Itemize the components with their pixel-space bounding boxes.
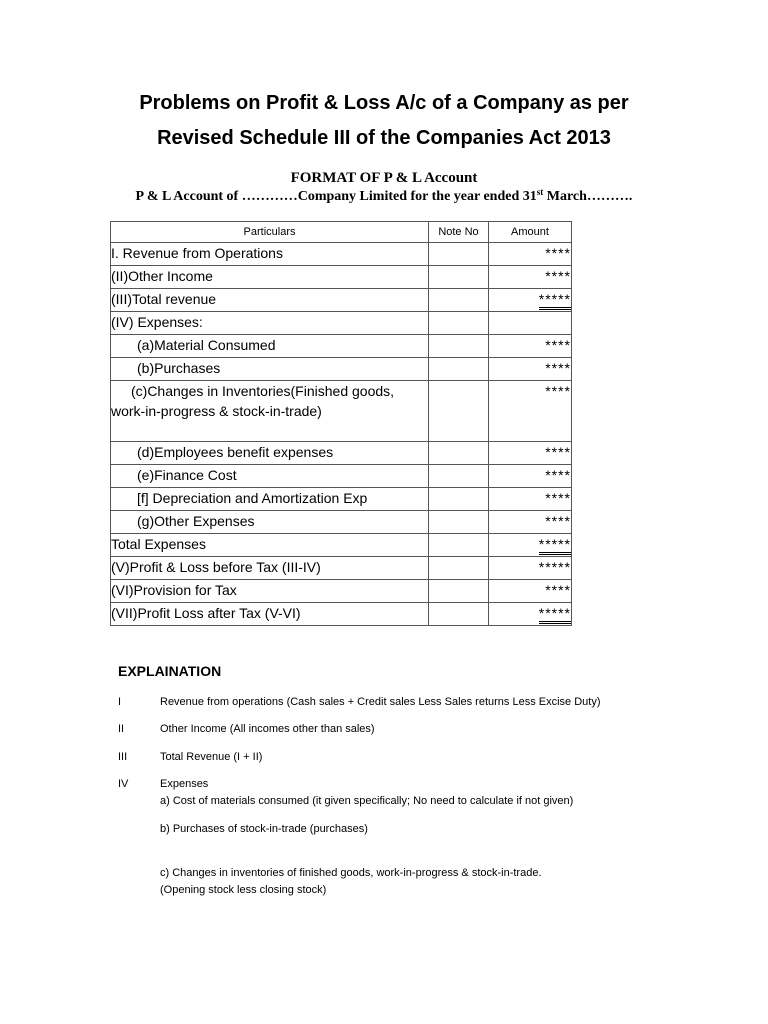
table-row [111,358,572,381]
row-amount [489,534,572,557]
table-row [111,557,572,580]
row-note [429,603,489,626]
row-particular-line-1: (c)Changes in Inventories(Finished goods, [131,383,395,399]
row-particular: (e)Finance Cost [111,465,429,488]
row-note [429,243,489,266]
row-note [429,534,489,557]
table-row [111,243,572,266]
row-note [429,557,489,580]
row-particular: (a)Material Consumed [111,335,429,358]
row-particular: (IV) Expenses: [111,312,429,335]
format-subheading [0,189,768,205]
row-amount: **** [489,511,572,534]
table-row [111,289,572,312]
row-particular: (VII)Profit Loss after Tax (V-VI) [111,603,429,626]
row-particular [111,381,429,442]
row-amount-total: ***** [539,536,571,555]
table-row [111,312,572,335]
table-row [111,511,572,534]
page-title-line-1: Problems on Profit & Loss A/c of a Company as per [139,92,629,114]
row-amount [489,289,572,312]
row-amount: **** [489,442,572,465]
row-particular: (III)Total revenue [111,289,429,312]
pl-account-table [110,221,572,626]
format-heading: FORMAT OF P & L Account [290,170,478,186]
row-particular: Total Expenses [111,534,429,557]
row-amount: **** [489,266,572,289]
row-note [429,442,489,465]
page-title-line-2: Revised Schedule III of the Companies Act 2013 [157,127,611,149]
row-amount: **** [489,488,572,511]
explanation-item-text: Other Income (All incomes other than sales) [160,723,375,735]
table-row [111,488,572,511]
row-amount: **** [489,465,572,488]
row-amount-total: ***** [539,291,571,310]
explanation-item-number: I [118,696,122,708]
row-particular: (d)Employees benefit expenses [111,442,429,465]
row-note [429,266,489,289]
table-row [111,534,572,557]
explanation-heading: EXPLAINATION [118,663,222,679]
row-note [429,465,489,488]
row-amount: ***** [489,557,572,580]
row-particular-line-2: work-in-progress & stock-in-trade) [111,403,322,419]
explanation-item-number: III [118,751,128,763]
row-note [429,381,489,442]
row-particular: (g)Other Expenses [111,511,429,534]
header-amount: Amount [489,222,572,243]
row-note [429,580,489,603]
row-particular: (II)Other Income [111,266,429,289]
row-particular: (b)Purchases [111,358,429,381]
explanation-item-text: Total Revenue (I + II) [160,751,263,763]
row-note [429,488,489,511]
format-subheading-sup: st [536,187,544,197]
table-row [111,266,572,289]
explanation-sub-c-line-1: c) Changes in inventories of finished goods, work-in-progress & stock-in-trade. [160,867,542,879]
row-amount-total: ***** [539,605,571,624]
explanation-item-text: Expenses [160,778,209,790]
row-note [429,312,489,335]
table-row [111,335,572,358]
row-note [429,335,489,358]
row-amount [489,603,572,626]
row-particular: [f] Depreciation and Amortization Exp [111,488,429,511]
table-row [111,465,572,488]
explanation-item-number: IV [118,778,129,790]
row-amount: **** [489,243,572,266]
explanation-item-number: II [118,723,125,735]
explanation-sub-a: a) Cost of materials consumed (it given specifically; No need to calculate if not given) [160,795,574,807]
row-particular: (VI)Provision for Tax [111,580,429,603]
row-amount: **** [489,335,572,358]
header-particulars: Particulars [111,222,429,243]
table-row [111,603,572,626]
row-note [429,289,489,312]
table-header-row [111,222,572,243]
format-subheading-tail: March………. [543,189,633,204]
table-row [111,442,572,465]
format-subheading-text: P & L Account of …………Company Limited for the year ended 31 [135,189,537,204]
explanation-sub-b: b) Purchases of stock-in-trade (purchases) [160,823,368,835]
header-note-no: Note No [429,222,489,243]
explanation-sub-c-line-2: (Opening stock less closing stock) [160,884,327,896]
row-amount [489,312,572,335]
row-note [429,511,489,534]
row-amount: **** [489,580,572,603]
table-row [111,381,572,442]
row-particular: I. Revenue from Operations [111,243,429,266]
row-amount: **** [489,381,572,442]
table-row [111,580,572,603]
row-amount: **** [489,358,572,381]
explanation-item-text: Revenue from operations (Cash sales + Credit sales Less Sales returns Less Excise Duty) [160,696,601,708]
row-note [429,358,489,381]
row-particular: (V)Profit & Loss before Tax (III-IV) [111,557,429,580]
